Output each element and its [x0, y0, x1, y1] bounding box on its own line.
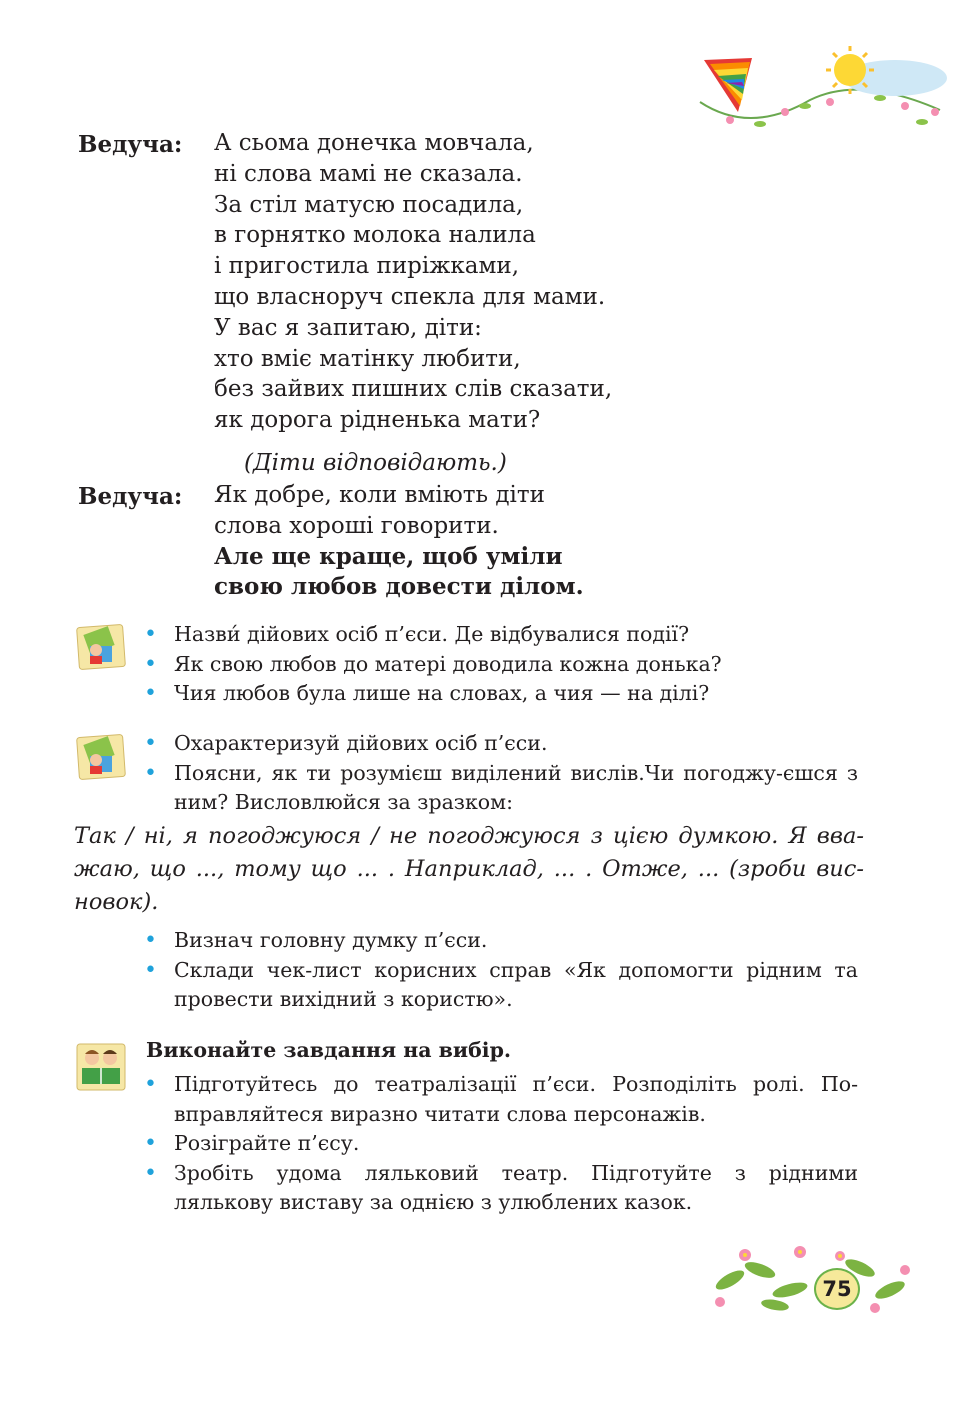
question-list-4: [142, 1070, 858, 1218]
question-list-1: [142, 620, 858, 709]
list-item: • Чия любов була лише на словах, а чия — на ділі?: [142, 679, 858, 709]
verse-line: хто вміє матінку любити,: [214, 345, 521, 372]
list-item: • Підготуйтесь до театралізації п’єси. Розподіліть ролі. По-вправляйтеся виразно читати слова персонажів.: [142, 1070, 858, 1129]
highlighted-verse-line: свою любов довести ділом.: [214, 573, 584, 601]
verse-block-2: [214, 480, 584, 603]
list-item: • Охарактеризуй дійових осіб п’єси.: [142, 729, 858, 759]
question-list-3: [142, 926, 858, 1015]
children-reading-icon: [74, 1040, 128, 1094]
flowers-decoration-icon: [700, 1240, 920, 1320]
highlighted-verse-line: Але ще краще, щоб уміли: [214, 542, 563, 570]
verse-line: що власноруч спекла для мами.: [214, 283, 606, 310]
speaker-label: Ведуча:: [78, 483, 183, 510]
verse-line: ні слова мамі не сказала.: [214, 160, 523, 187]
list-item: • Визнач головну думку п’єси.: [142, 926, 858, 956]
verse-line: Як добре, коли вміють діти: [214, 482, 545, 508]
verse-line: без зайвих пишних слів сказати,: [214, 376, 613, 403]
kite-sun-decoration-icon: [690, 40, 950, 140]
stage-direction: (Діти відповідають.): [244, 450, 507, 476]
task-heading: Виконайте завдання на вибір.: [146, 1038, 512, 1062]
speaker-label: Ведуча:: [78, 131, 183, 158]
verse-line: За стіл матусю посадила,: [214, 191, 524, 218]
book-note-icon: [74, 620, 128, 674]
verse-line: слова хороші говорити.: [214, 512, 499, 539]
answer-template: Так / ні, я погоджуюся / не погоджуюся з цією думкою. Я вва-жаю, що ..., тому що ... . Наприклад, ... . Отже, ... (зроби вис-новок).: [74, 823, 864, 915]
list-item: • Поясни, як ти розумієш виділений вислів.Чи погоджу-єшся з ним? Висловлюйся за зразком:: [142, 759, 858, 818]
list-item: • Як свою любов до матері доводила кожна донька?: [142, 650, 858, 680]
list-item: • Назви́ дійових осіб п’єси. Де відбувалися події?: [142, 620, 858, 650]
verse-line: як дорога рідненька мати?: [214, 407, 541, 434]
page-number: 75: [814, 1268, 860, 1310]
book-note-icon: [74, 730, 128, 784]
verse-line: У вас я запитаю, діти:: [214, 314, 482, 341]
verse-line: і пригостила пиріжками,: [214, 253, 520, 280]
list-item: • Розіграйте п’єсу.: [142, 1129, 858, 1159]
question-list-2: [142, 729, 858, 818]
list-item: • Склади чек-лист корисних справ «Як допомогти рідним та провести вихідний з користю».: [142, 956, 858, 1015]
verse-block-1: [214, 128, 612, 436]
verse-line: в горнятко молока налила: [214, 222, 536, 249]
verse-line: А сьома донечка мовчала,: [214, 130, 534, 156]
list-item: • Зробіть удома ляльковий театр. Підготуйте з рідними лялькову виставу за однією з улюблених казок.: [142, 1159, 858, 1218]
